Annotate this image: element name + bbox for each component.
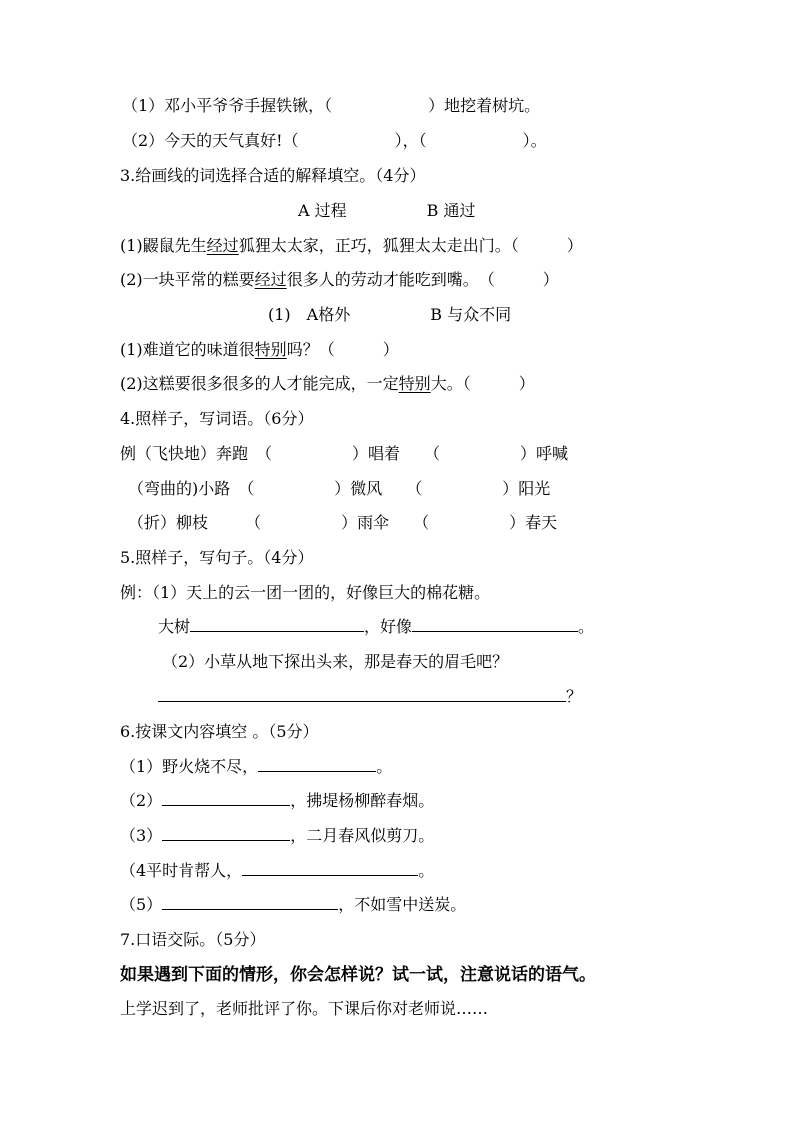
- sentence-text: (2)一块平常的糕要: [120, 270, 255, 289]
- q4-title: 4.照样子，写词语。（6分）: [120, 409, 314, 428]
- q3-title: 3.给画线的词选择合适的解释填空。（4分）: [120, 166, 426, 185]
- q5-example-1: 例：（1）天上的云一团一团的，好像巨大的棉花糖。: [120, 583, 491, 602]
- answer-blank[interactable]: [158, 687, 566, 702]
- underlined-word: 特别: [398, 374, 431, 393]
- poem-text: （5）: [120, 895, 163, 914]
- answer-blank[interactable]: [162, 826, 290, 841]
- q7-title: 7.口语交际。（5分）: [120, 930, 266, 949]
- poem-text: 。: [418, 861, 435, 880]
- q7-situation: 上学迟到了，老师批评了你。下课后你对老师说……: [120, 999, 489, 1018]
- q6-line-4: [120, 861, 434, 881]
- poem-text: ，拂堤杨柳醉春烟。: [290, 791, 435, 810]
- q6-line-5: [120, 895, 466, 915]
- answer-blank[interactable]: [258, 757, 376, 772]
- sentence-text: 大。（ ）: [430, 374, 535, 393]
- q4-row-1: 例（飞快地）奔跑 （ ）唱着 （ ）呼喊: [120, 444, 569, 463]
- poem-text: ，二月春风似剪刀。: [290, 826, 435, 845]
- prompt-text: 大树: [158, 617, 191, 636]
- q4-row-2: （弯曲的)小路 （ ）微风 （ ）阳光: [120, 479, 551, 498]
- q6-line-1: [120, 757, 392, 777]
- q5-answer-line-2: [158, 687, 582, 707]
- q3-g1-sentence-1: [120, 236, 583, 256]
- poem-text: 。: [376, 757, 393, 776]
- q7-instruction: 如果遇到下面的情形，你会怎样说？试一试，注意说话的语气。: [120, 965, 596, 985]
- q5-title: 5.照样子，写句子。（4分）: [120, 548, 314, 567]
- sentence-text: 狐狸太太家，正巧，狐狸太太走出门。（ ）: [238, 236, 583, 255]
- answer-blank[interactable]: [162, 895, 338, 910]
- q6-line-3: [120, 826, 434, 846]
- poem-text: （4平时肯帮人，: [120, 861, 243, 880]
- prompt-text: ，好像: [364, 617, 413, 636]
- q3-g1-sentence-2: [120, 270, 559, 290]
- q3-g2-sentence-2: [120, 374, 535, 394]
- q5-answer-line-1: [158, 617, 594, 637]
- poem-text: （2）: [120, 791, 163, 810]
- sentence-text: (2)这糕要很多很多的人才能完成，一定: [120, 374, 399, 393]
- answer-blank[interactable]: [242, 861, 418, 876]
- answer-blank[interactable]: [412, 617, 578, 632]
- q5-example-2: （2）小草从地下探出头来，那是春天的眉毛吧？: [162, 652, 509, 671]
- q6-title: 6.按课文内容填空 。（5分）: [120, 722, 319, 741]
- q3-g2-sentence-1: [120, 340, 399, 360]
- answer-blank[interactable]: [162, 791, 290, 806]
- q6-line-2: [120, 791, 434, 811]
- answer-blank[interactable]: [190, 617, 364, 632]
- sentence-text: (1)鼹鼠先生: [120, 236, 207, 255]
- underlined-word: 特别: [254, 340, 287, 359]
- sentence-text: (1)难道它的味道很: [120, 340, 255, 359]
- q2-item-2: （2）今天的天气真好!（ ），（ ）。: [122, 131, 547, 150]
- q4-row-3: （折）柳枝 （ ）雨伞 （ ）春天: [120, 513, 558, 532]
- sentence-text: 吗？（ ）: [286, 340, 399, 359]
- poem-text: （3）: [120, 826, 163, 845]
- underlined-word: 经过: [206, 236, 239, 255]
- q3-group2-options: (1) A格外 B 与众不同: [268, 305, 512, 324]
- underlined-word: 经过: [254, 270, 287, 289]
- poem-text: ，不如雪中送炭。: [338, 895, 467, 914]
- prompt-text: ？: [566, 687, 583, 706]
- q2-item-1: （1）邓小平爷爷手握铁锹，（ ）地挖着树坑。: [122, 96, 541, 115]
- prompt-text: 。: [578, 617, 595, 636]
- poem-text: （1）野火烧不尽，: [120, 757, 259, 776]
- sentence-text: 很多人的劳动才能吃到嘴。 （ ）: [286, 270, 559, 289]
- q3-group1-options: A 过程 B 通过: [298, 201, 476, 220]
